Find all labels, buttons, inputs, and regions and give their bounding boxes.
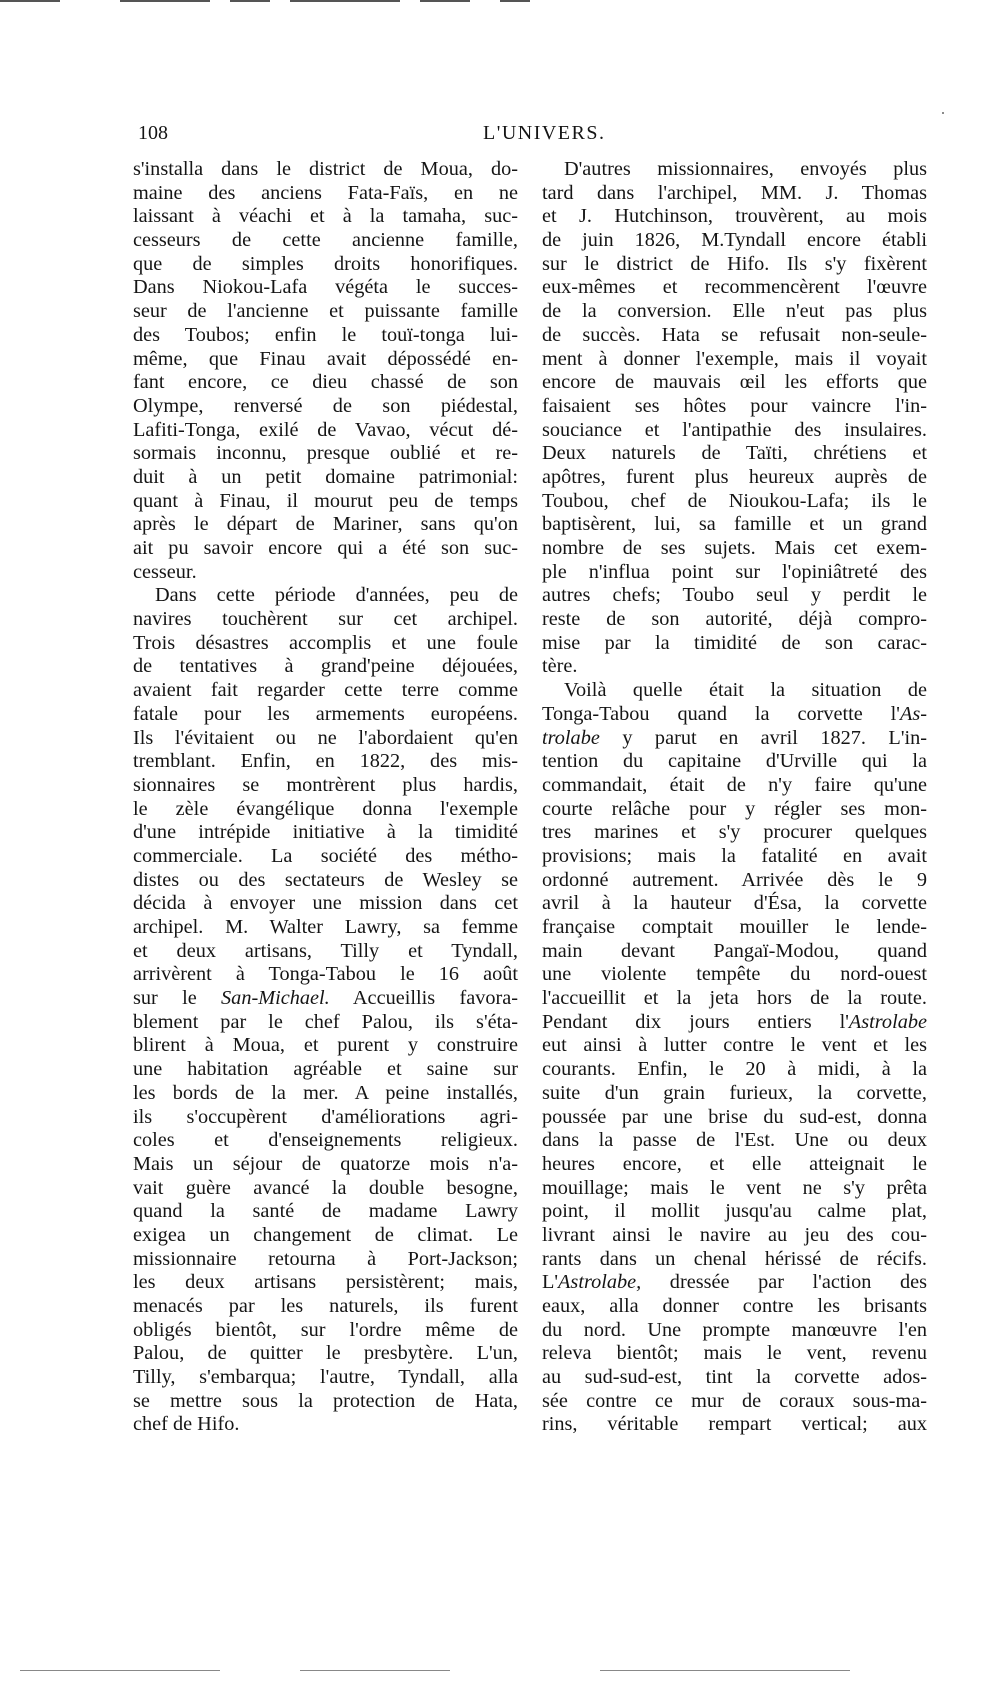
text-line: distes ou des sectateurs de Wesley se: [133, 868, 518, 891]
text-line: tremblant. Enfin, en 1822, des mis-: [133, 750, 518, 773]
text-line: Olympe, renversé de son piédestal,: [133, 394, 518, 417]
text-line: de tentatives à grand'peine déjouées,: [133, 655, 518, 678]
text-line: des Toubos; enfin le touï-tonga lui-: [133, 323, 518, 346]
text-line: d'une intrépide initiative à la timidité: [133, 821, 518, 844]
text-line: obligés bientôt, sur l'ordre même de: [133, 1318, 518, 1341]
text-line: ple n'influa point sur l'opiniâtreté des: [542, 560, 927, 583]
text-line: heures encore, et elle atteignait le: [542, 1152, 927, 1175]
running-head: L'UNIVERS.: [483, 122, 606, 144]
text-line: fant encore, ce dieu chassé de son: [133, 371, 518, 394]
text-line: commerciale. La société des métho-: [133, 844, 518, 867]
text-line: Palou, de quitter le presbytère. L'un,: [133, 1342, 518, 1365]
text-line: française comptait mouiller le lende-: [542, 916, 927, 938]
text-line: sur le San-Michael. Accueillis favora-: [133, 987, 518, 1010]
text-line: sionnaires se montrèrent plus hardis,: [133, 773, 518, 796]
text-line: tres marines et s'y procurer quelques: [542, 821, 927, 844]
text-line: une habitation agréable et saine sur: [133, 1058, 518, 1081]
text-line: eaux, alla donner contre les brisants: [542, 1295, 927, 1317]
text-line: sée contre ce mur de coraux sous-ma-: [542, 1389, 927, 1412]
text-line: Tilly, s'embarqua; l'autre, Tyndall, alla: [133, 1366, 518, 1389]
text-line: les bords de la mer. A peine installés,: [133, 1081, 518, 1104]
text-line: blement par le chef Palou, ils s'éta-: [133, 1010, 518, 1033]
page-header: [138, 122, 936, 150]
text-line: chef de Hifo.: [133, 1413, 240, 1436]
text-line: les deux artisans persistèrent; mais,: [133, 1271, 518, 1294]
text-line: décida à envoyer une mission dans cet: [133, 892, 518, 915]
text-line: maine des anciens Fata-Faïs, en ne: [133, 181, 518, 204]
text-line: Tonga-Tabou quand la corvette l'As-: [542, 702, 927, 725]
text-line: point, il mollit jusqu'au calme plat,: [542, 1200, 927, 1223]
text-line: courants. Enfin, le 20 à midi, à la: [542, 1058, 927, 1081]
text-line: rants dans un chenal hérissé de récifs.: [542, 1247, 927, 1270]
text-line: ait pu savoir encore qui a été son suc-: [133, 537, 518, 559]
text-line: eux-mêmes et recommencèrent l'œuvre: [542, 276, 927, 299]
text-line: arrivèrent à Tonga-Tabou le 16 août: [133, 963, 518, 986]
text-line: reste de son autorité, déjà compro-: [542, 608, 927, 631]
text-line: ment à donner l'exemple, mais il voyait: [542, 347, 927, 370]
text-line: souciance et l'antipathie des insulaires.: [542, 418, 927, 441]
scan-artifact-top: [0, 0, 1000, 8]
text-line: nombre de ses sujets. Mais cet exem-: [542, 537, 927, 559]
text-line: rins, véritable rempart vertical; aux: [542, 1413, 927, 1436]
text-line: L'Astrolabe, dressée par l'action des: [542, 1271, 927, 1294]
text-line: avaient fait regarder cette terre comme: [133, 679, 518, 702]
text-line: faisaient ses hôtes pour vaincre l'in-: [542, 394, 927, 417]
text-line: de la conversion. Elle n'eut pas plus: [542, 300, 927, 323]
text-line: Toubou, chef de Nioukou-Lafa; ils le: [542, 489, 927, 512]
text-line: blirent à Moua, et purent y construire: [133, 1034, 518, 1057]
text-line: eut ainsi à lutter contre le vent et les: [542, 1034, 927, 1057]
text-line: vait guère avancé la double besogne,: [133, 1176, 518, 1199]
text-line: tère.: [542, 655, 578, 678]
text-line: tard dans l'archipel, MM. J. Thomas: [542, 181, 927, 204]
text-line: baptisèrent, lui, sa famille et un grand: [542, 513, 927, 536]
text-line: fatale pour les armements européens.: [133, 702, 518, 725]
text-line: navires touchèrent sur cet archipel.: [133, 608, 518, 631]
text-line: sur le district de Hifo. Ils s'y fixèrent: [542, 252, 927, 275]
text-line: sormais inconnu, presque oublié et re-: [133, 442, 518, 465]
scan-artifact-bottom: [0, 1670, 1000, 1674]
text-line: Ils l'évitaient ou ne l'abordaient qu'en: [133, 726, 518, 749]
text-line: que de simples droits honorifiques.: [133, 252, 518, 275]
text-line: et J. Hutchinson, trouvèrent, au mois: [542, 205, 927, 228]
text-line: coles et d'enseignements religieux.: [133, 1129, 518, 1152]
right-column: [542, 158, 927, 1437]
text-line: laissant à véachi et à la tamaha, suc-: [133, 205, 518, 228]
text-line: s'installa dans le district de Moua, do-: [133, 158, 518, 180]
text-line: poussée par une brise du sud-est, donna: [542, 1105, 927, 1128]
text-line: avril à la hauteur d'Ésa, la corvette: [542, 892, 927, 915]
text-line: Trois désastres accomplis et une foule: [133, 631, 518, 654]
text-line: une violente tempête du nord-ouest: [542, 963, 927, 986]
text-line: cesseurs de cette ancienne famille,: [133, 229, 518, 252]
text-line: archipel. M. Walter Lawry, sa femme: [133, 916, 518, 938]
text-line: Pendant dix jours entiers l'Astrolabe: [542, 1010, 927, 1033]
text-line: et deux artisans, Tilly et Tyndall,: [133, 939, 518, 962]
text-line: au sud-sud-est, tint la corvette ados-: [542, 1366, 927, 1389]
text-line: menacés par les naturels, ils furent: [133, 1295, 518, 1317]
text-line: tention du capitaine d'Urville qui la: [542, 750, 927, 773]
text-line: se mettre sous la protection de Hata,: [133, 1389, 518, 1412]
left-column: [133, 158, 518, 1437]
text-line: D'autres missionnaires, envoyés plus: [564, 158, 927, 180]
text-line: livrant ainsi le navire au jeu des cou-: [542, 1223, 927, 1246]
text-line: main devant Pangaï-Modou, quand: [542, 939, 927, 962]
text-line: duit à un petit domaine patrimonial:: [133, 465, 518, 488]
text-line: ordonné autrement. Arrivée dès le 9: [542, 868, 927, 891]
text-line: après le départ de Mariner, sans qu'on: [133, 513, 518, 536]
text-line: courte relâche pour y régler ses mon-: [542, 797, 927, 820]
scan-speck: [942, 112, 944, 114]
text-line: encore de mauvais œil les efforts que: [542, 371, 927, 394]
text-line: quand la santé de madame Lawry: [133, 1200, 518, 1223]
text-line: trolabe y parut en avril 1827. L'in-: [542, 726, 927, 749]
text-line: quant à Finau, il mourut peu de temps: [133, 489, 518, 512]
text-line: même, que Finau avait dépossédé en-: [133, 347, 518, 370]
text-line: du nord. Une prompte manœuvre l'en: [542, 1318, 927, 1341]
text-line: exigea un changement de climat. Le: [133, 1223, 518, 1246]
text-line: suite d'un grain furieux, la corvette,: [542, 1081, 927, 1104]
text-line: ils s'occupèrent d'améliorations agri-: [133, 1105, 518, 1128]
text-line: autres chefs; Toubo seul y perdit le: [542, 584, 927, 607]
text-line: mouillage; mais le vent ne s'y prêta: [542, 1176, 927, 1199]
text-line: mise par la timidité de son carac-: [542, 631, 927, 654]
text-line: le zèle évangélique donna l'exemple: [133, 797, 518, 820]
text-line: commandait, était de n'y faire qu'une: [542, 773, 927, 796]
text-line: Lafiti-Tonga, exilé de Vavao, vécut dé-: [133, 418, 518, 441]
text-line: Dans Niokou-Lafa végéta le succes-: [133, 276, 518, 299]
text-line: l'accueillit et la jeta hors de la route.: [542, 987, 927, 1010]
text-line: cesseur.: [133, 560, 197, 583]
text-line: Mais un séjour de quatorze mois n'a-: [133, 1152, 518, 1175]
text-line: Voilà quelle était la situation de: [564, 679, 927, 702]
text-line: dans la passe de l'Est. Une ou deux: [542, 1129, 927, 1152]
text-line: de succès. Hata se refusait non-seule-: [542, 323, 927, 346]
text-line: Dans cette période d'années, peu de: [155, 584, 518, 607]
text-line: apôtres, furent plus heureux auprès de: [542, 465, 927, 488]
text-line: de juin 1826, M.Tyndall encore établi: [542, 229, 927, 252]
text-line: provisions; mais la fatalité en avait: [542, 844, 927, 867]
text-line: releva bientôt; mais le vent, revenu: [542, 1342, 927, 1365]
text-line: Deux naturels de Taïti, chrétiens et: [542, 442, 927, 465]
text-line: missionnaire retourna à Port-Jackson;: [133, 1247, 518, 1270]
page-number: 108: [138, 122, 168, 144]
text-line: seur de l'ancienne et puissante famille: [133, 300, 518, 323]
